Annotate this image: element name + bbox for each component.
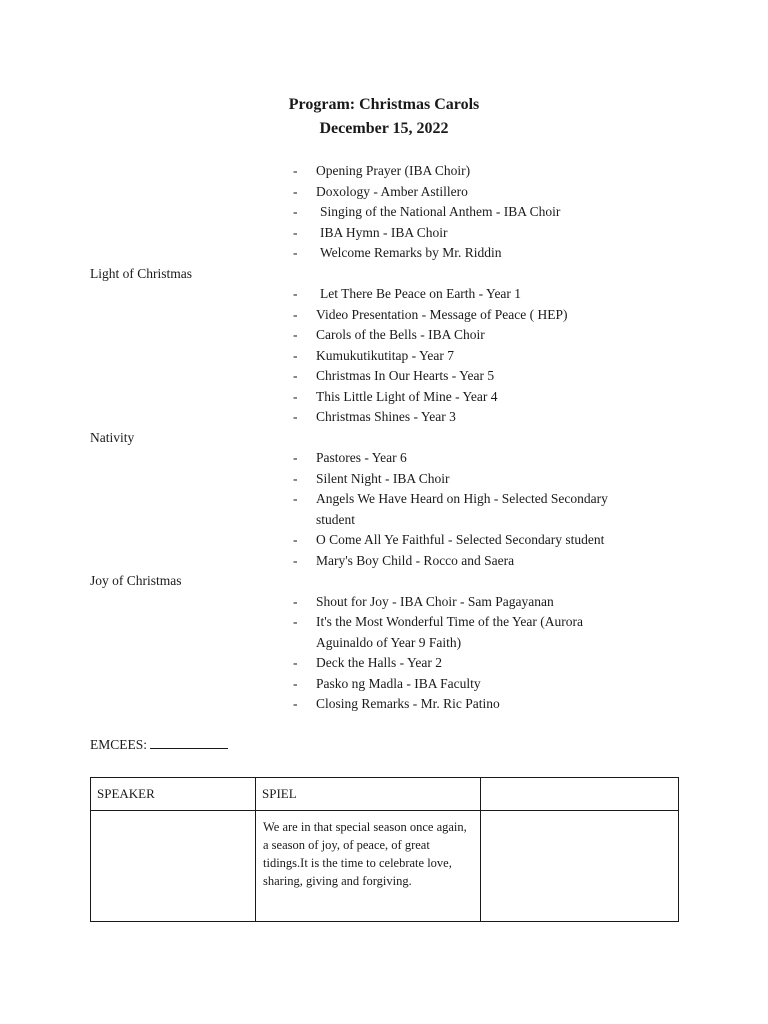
list-item: [90, 694, 690, 715]
cell-extra: [481, 811, 679, 922]
bullet-dash: -: [293, 224, 298, 240]
list-item: [90, 551, 690, 572]
bullet-dash: -: [293, 491, 298, 506]
list-item-text: Singing of the National Anthem - IBA Choir: [320, 204, 561, 219]
list-item-text: Christmas Shines - Year 3: [316, 409, 456, 424]
bullet-dash: -: [293, 245, 298, 260]
list-item-text: Kumukutikutitap - Year 7: [316, 347, 454, 363]
list-item: [90, 202, 690, 223]
program-list: [90, 161, 690, 715]
bullet-dash: -: [293, 204, 298, 219]
bullet-dash: -: [293, 655, 298, 670]
list-item: [90, 469, 690, 490]
list-item-text: Closing Remarks - Mr. Ric Patino: [316, 696, 500, 711]
bullet-dash: -: [293, 163, 298, 178]
list-item-text: Light of Christmas: [90, 265, 192, 281]
list-item: [90, 223, 690, 244]
list-item: [90, 592, 690, 613]
bullet-dash: -: [293, 675, 298, 691]
bullet-dash: -: [293, 183, 298, 199]
list-item: [90, 325, 690, 346]
cell-spiel: We are in that special season once again, a season of joy, of peace, of great tidings.It is the time to celebrate love, sharing, giving and forgiving.: [256, 811, 481, 922]
header-blank: [481, 778, 679, 811]
emcees-blank: [150, 734, 228, 749]
list-item-text: Carols of the Bells - IBA Choir: [316, 327, 485, 342]
list-item-continuation: [90, 633, 690, 654]
bullet-dash: -: [293, 286, 298, 301]
list-item-text: Pastores - Year 6: [316, 450, 407, 465]
bullet-dash: -: [293, 327, 298, 342]
list-item-text: Let There Be Peace on Earth - Year 1: [320, 286, 522, 301]
list-item-text: Angels We Have Heard on High - Selected Secondary: [316, 491, 608, 506]
section-heading: [90, 428, 690, 449]
list-item-text: Pasko ng Madla - IBA Faculty: [316, 675, 481, 691]
list-item-text: Shout for Joy - IBA Choir - Sam Pagayanan: [316, 593, 554, 609]
list-item: [90, 182, 690, 203]
program-title: Program: Christmas Carols: [288, 96, 480, 113]
list-item-text: Deck the Halls - Year 2: [316, 655, 442, 670]
bullet-dash: -: [293, 409, 298, 424]
emcees-line: [90, 734, 228, 755]
list-item-text: Video Presentation - Message of Peace ( HEP): [316, 306, 568, 322]
table-header-row: [91, 778, 679, 811]
list-item: [90, 284, 690, 305]
bullet-dash: -: [293, 532, 298, 547]
bullet-dash: -: [293, 470, 298, 486]
cell-speaker: [91, 811, 256, 922]
spiel-table: [90, 777, 679, 922]
list-item: [90, 530, 690, 551]
list-item-text: Joy of Christmas: [90, 573, 182, 588]
table-row: [91, 811, 679, 922]
list-item: [90, 653, 690, 674]
list-item: [90, 346, 690, 367]
list-item-text: student: [316, 511, 355, 527]
list-item: [90, 489, 690, 510]
section-heading: [90, 571, 690, 592]
list-item: [90, 674, 690, 695]
list-item-text: Welcome Remarks by Mr. Riddin: [320, 245, 502, 260]
list-item: [90, 305, 690, 326]
bullet-dash: -: [293, 593, 298, 609]
bullet-dash: -: [293, 306, 298, 322]
list-item-text: Silent Night - IBA Choir: [316, 470, 450, 486]
list-item-continuation: [90, 510, 690, 531]
section-heading: [90, 264, 690, 285]
header-spiel: SPIEL: [256, 778, 481, 811]
list-item-text: This Little Light of Mine - Year 4: [316, 388, 498, 404]
bullet-dash: -: [293, 347, 298, 363]
bullet-dash: -: [293, 388, 298, 404]
bullet-dash: -: [293, 614, 298, 629]
bullet-dash: -: [293, 450, 298, 465]
list-item-text: Mary's Boy Child - Rocco and Saera: [316, 552, 515, 568]
bullet-dash: -: [293, 552, 298, 568]
list-item: [90, 243, 690, 264]
list-item: [90, 407, 690, 428]
list-item: [90, 448, 690, 469]
list-item-text: IBA Hymn - IBA Choir: [320, 224, 448, 240]
list-item-text: Nativity: [90, 429, 135, 445]
bullet-dash: -: [293, 368, 298, 383]
program-date: December 15, 2022: [319, 120, 449, 137]
list-item: [90, 366, 690, 387]
list-item-text: Opening Prayer (IBA Choir): [316, 163, 471, 178]
list-item: [90, 387, 690, 408]
list-item: [90, 612, 690, 633]
list-item-text: Christmas In Our Hearts - Year 5: [316, 368, 495, 383]
list-item-text: Doxology - Amber Astillero: [316, 183, 468, 199]
emcees-label: EMCEES:: [90, 737, 148, 752]
list-item: [90, 161, 690, 182]
header-speaker: SPEAKER: [91, 778, 256, 811]
list-item-text: O Come All Ye Faithful - Selected Secondary student: [316, 532, 605, 547]
list-item-text: It's the Most Wonderful Time of the Year (Aurora: [316, 614, 583, 629]
bullet-dash: -: [293, 696, 298, 711]
list-item-text: Aguinaldo of Year 9 Faith): [316, 634, 462, 650]
